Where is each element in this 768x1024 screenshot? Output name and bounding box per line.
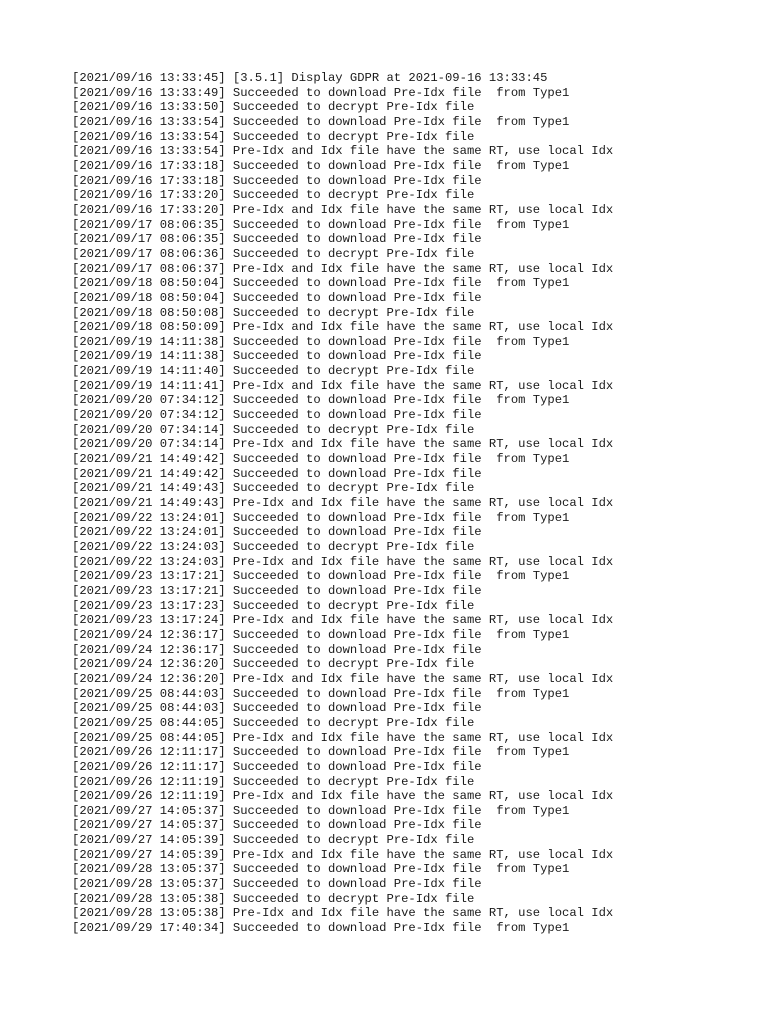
log-line: [2021/09/29 17:40:34] Succeeded to download Pre-Idx file from Type1 <box>72 921 570 936</box>
log-line: [2021/09/16 13:33:49] Succeeded to download Pre-Idx file from Type1 <box>72 85 570 100</box>
log-line: [2021/09/24 12:36:17] Succeeded to download Pre-Idx file from Type1 <box>72 627 570 642</box>
log-line: [2021/09/21 14:49:42] Succeeded to download Pre-Idx file <box>72 466 482 481</box>
log-line: [2021/09/23 13:17:21] Succeeded to download Pre-Idx file from Type1 <box>72 569 570 584</box>
log-line: [2021/09/20 07:34:12] Succeeded to download Pre-Idx file from Type1 <box>72 393 570 408</box>
log-line: [2021/09/23 13:17:24] Pre-Idx and Idx file have the same RT, use local Idx <box>72 613 614 628</box>
log-line: [2021/09/26 12:11:19] Succeeded to decrypt Pre-Idx file <box>72 774 475 789</box>
log-line: [2021/09/16 13:33:54] Succeeded to decrypt Pre-Idx file <box>72 129 475 144</box>
log-line: [2021/09/17 08:06:35] Succeeded to download Pre-Idx file <box>72 232 482 247</box>
log-line: [2021/09/21 14:49:43] Pre-Idx and Idx file have the same RT, use local Idx <box>72 496 614 511</box>
log-line: [2021/09/19 14:11:40] Succeeded to decrypt Pre-Idx file <box>72 364 475 379</box>
log-line: [2021/09/17 08:06:36] Succeeded to decrypt Pre-Idx file <box>72 246 475 261</box>
log-line: [2021/09/20 07:34:12] Succeeded to download Pre-Idx file <box>72 408 482 423</box>
log-line: [2021/09/16 17:33:20] Succeeded to decrypt Pre-Idx file <box>72 188 475 203</box>
log-line: [2021/09/27 14:05:39] Pre-Idx and Idx file have the same RT, use local Idx <box>72 847 614 862</box>
log-line: [2021/09/18 08:50:09] Pre-Idx and Idx file have the same RT, use local Idx <box>72 320 614 335</box>
log-line: [2021/09/17 08:06:35] Succeeded to download Pre-Idx file from Type1 <box>72 217 570 232</box>
log-line: [2021/09/28 13:05:37] Succeeded to download Pre-Idx file from Type1 <box>72 862 570 877</box>
log-line: [2021/09/23 13:17:23] Succeeded to decrypt Pre-Idx file <box>72 598 475 613</box>
log-line: [2021/09/25 08:44:03] Succeeded to download Pre-Idx file from Type1 <box>72 686 570 701</box>
log-line: [2021/09/20 07:34:14] Succeeded to decrypt Pre-Idx file <box>72 422 475 437</box>
log-line: [2021/09/16 17:33:18] Succeeded to download Pre-Idx file <box>72 173 482 188</box>
log-line: [2021/09/28 13:05:37] Succeeded to download Pre-Idx file <box>72 877 482 892</box>
log-line: [2021/09/16 17:33:20] Pre-Idx and Idx file have the same RT, use local Idx <box>72 202 614 217</box>
log-line: [2021/09/19 14:11:41] Pre-Idx and Idx file have the same RT, use local Idx <box>72 378 614 393</box>
log-line: [2021/09/25 08:44:05] Succeeded to decrypt Pre-Idx file <box>72 715 475 730</box>
log-line: [2021/09/18 08:50:08] Succeeded to decrypt Pre-Idx file <box>72 305 475 320</box>
log-line: [2021/09/16 13:33:54] Pre-Idx and Idx file have the same RT, use local Idx <box>72 144 614 159</box>
log-line: [2021/09/22 13:24:03] Succeeded to decrypt Pre-Idx file <box>72 540 475 554</box>
log-line: [2021/09/26 12:11:17] Succeeded to download Pre-Idx file from Type1 <box>72 745 570 760</box>
log-line: [2021/09/21 14:49:43] Succeeded to decrypt Pre-Idx file <box>72 481 475 496</box>
log-line: [2021/09/28 13:05:38] Pre-Idx and Idx file have the same RT, use local Idx <box>72 906 614 921</box>
log-line: [2021/09/24 12:36:20] Succeeded to decrypt Pre-Idx file <box>72 657 475 672</box>
log-line: [2021/09/16 17:33:18] Succeeded to download Pre-Idx file from Type1 <box>72 158 570 173</box>
log-lines <box>72 71 752 936</box>
log-line: [2021/09/24 12:36:17] Succeeded to download Pre-Idx file <box>72 642 482 657</box>
log-line: [2021/09/20 07:34:14] Pre-Idx and Idx file have the same RT, use local Idx <box>72 437 614 452</box>
log-line: [2021/09/21 14:49:42] Succeeded to download Pre-Idx file from Type1 <box>72 452 570 467</box>
log-line: [2021/09/19 14:11:38] Succeeded to download Pre-Idx file from Type1 <box>72 334 570 349</box>
log-line: [2021/09/17 08:06:37] Pre-Idx and Idx file have the same RT, use local Idx <box>72 261 614 276</box>
log-line: [2021/09/16 13:33:45] [3.5.1] Display GDPR at 2021-09-16 13:33:45 <box>72 71 548 85</box>
log-line: [2021/09/27 14:05:37] Succeeded to download Pre-Idx file <box>72 818 482 833</box>
log-line: [2021/09/18 08:50:04] Succeeded to download Pre-Idx file from Type1 <box>72 276 570 291</box>
log-line: [2021/09/16 13:33:54] Succeeded to download Pre-Idx file from Type1 <box>72 114 570 129</box>
log-line: [2021/09/24 12:36:20] Pre-Idx and Idx file have the same RT, use local Idx <box>72 671 614 686</box>
log-line: [2021/09/25 08:44:05] Pre-Idx and Idx file have the same RT, use local Idx <box>72 730 614 745</box>
log-line: [2021/09/22 13:24:01] Succeeded to download Pre-Idx file from Type1 <box>72 510 570 525</box>
log-document <box>72 71 752 936</box>
log-line: [2021/09/22 13:24:01] Succeeded to download Pre-Idx file <box>72 525 482 540</box>
log-line: [2021/09/19 14:11:38] Succeeded to download Pre-Idx file <box>72 349 482 364</box>
log-line: [2021/09/28 13:05:38] Succeeded to decrypt Pre-Idx file <box>72 891 475 906</box>
log-line: [2021/09/18 08:50:04] Succeeded to download Pre-Idx file <box>72 290 482 305</box>
log-line: [2021/09/22 13:24:03] Pre-Idx and Idx file have the same RT, use local Idx <box>72 554 614 569</box>
log-line: [2021/09/26 12:11:17] Succeeded to download Pre-Idx file <box>72 759 482 774</box>
log-line: [2021/09/25 08:44:03] Succeeded to download Pre-Idx file <box>72 701 482 716</box>
log-line: [2021/09/27 14:05:39] Succeeded to decrypt Pre-Idx file <box>72 833 475 848</box>
log-line: [2021/09/27 14:05:37] Succeeded to download Pre-Idx file from Type1 <box>72 803 570 818</box>
log-line: [2021/09/23 13:17:21] Succeeded to download Pre-Idx file <box>72 583 482 598</box>
log-line: [2021/09/26 12:11:19] Pre-Idx and Idx file have the same RT, use local Idx <box>72 789 614 804</box>
log-line: [2021/09/16 13:33:50] Succeeded to decrypt Pre-Idx file <box>72 100 475 115</box>
